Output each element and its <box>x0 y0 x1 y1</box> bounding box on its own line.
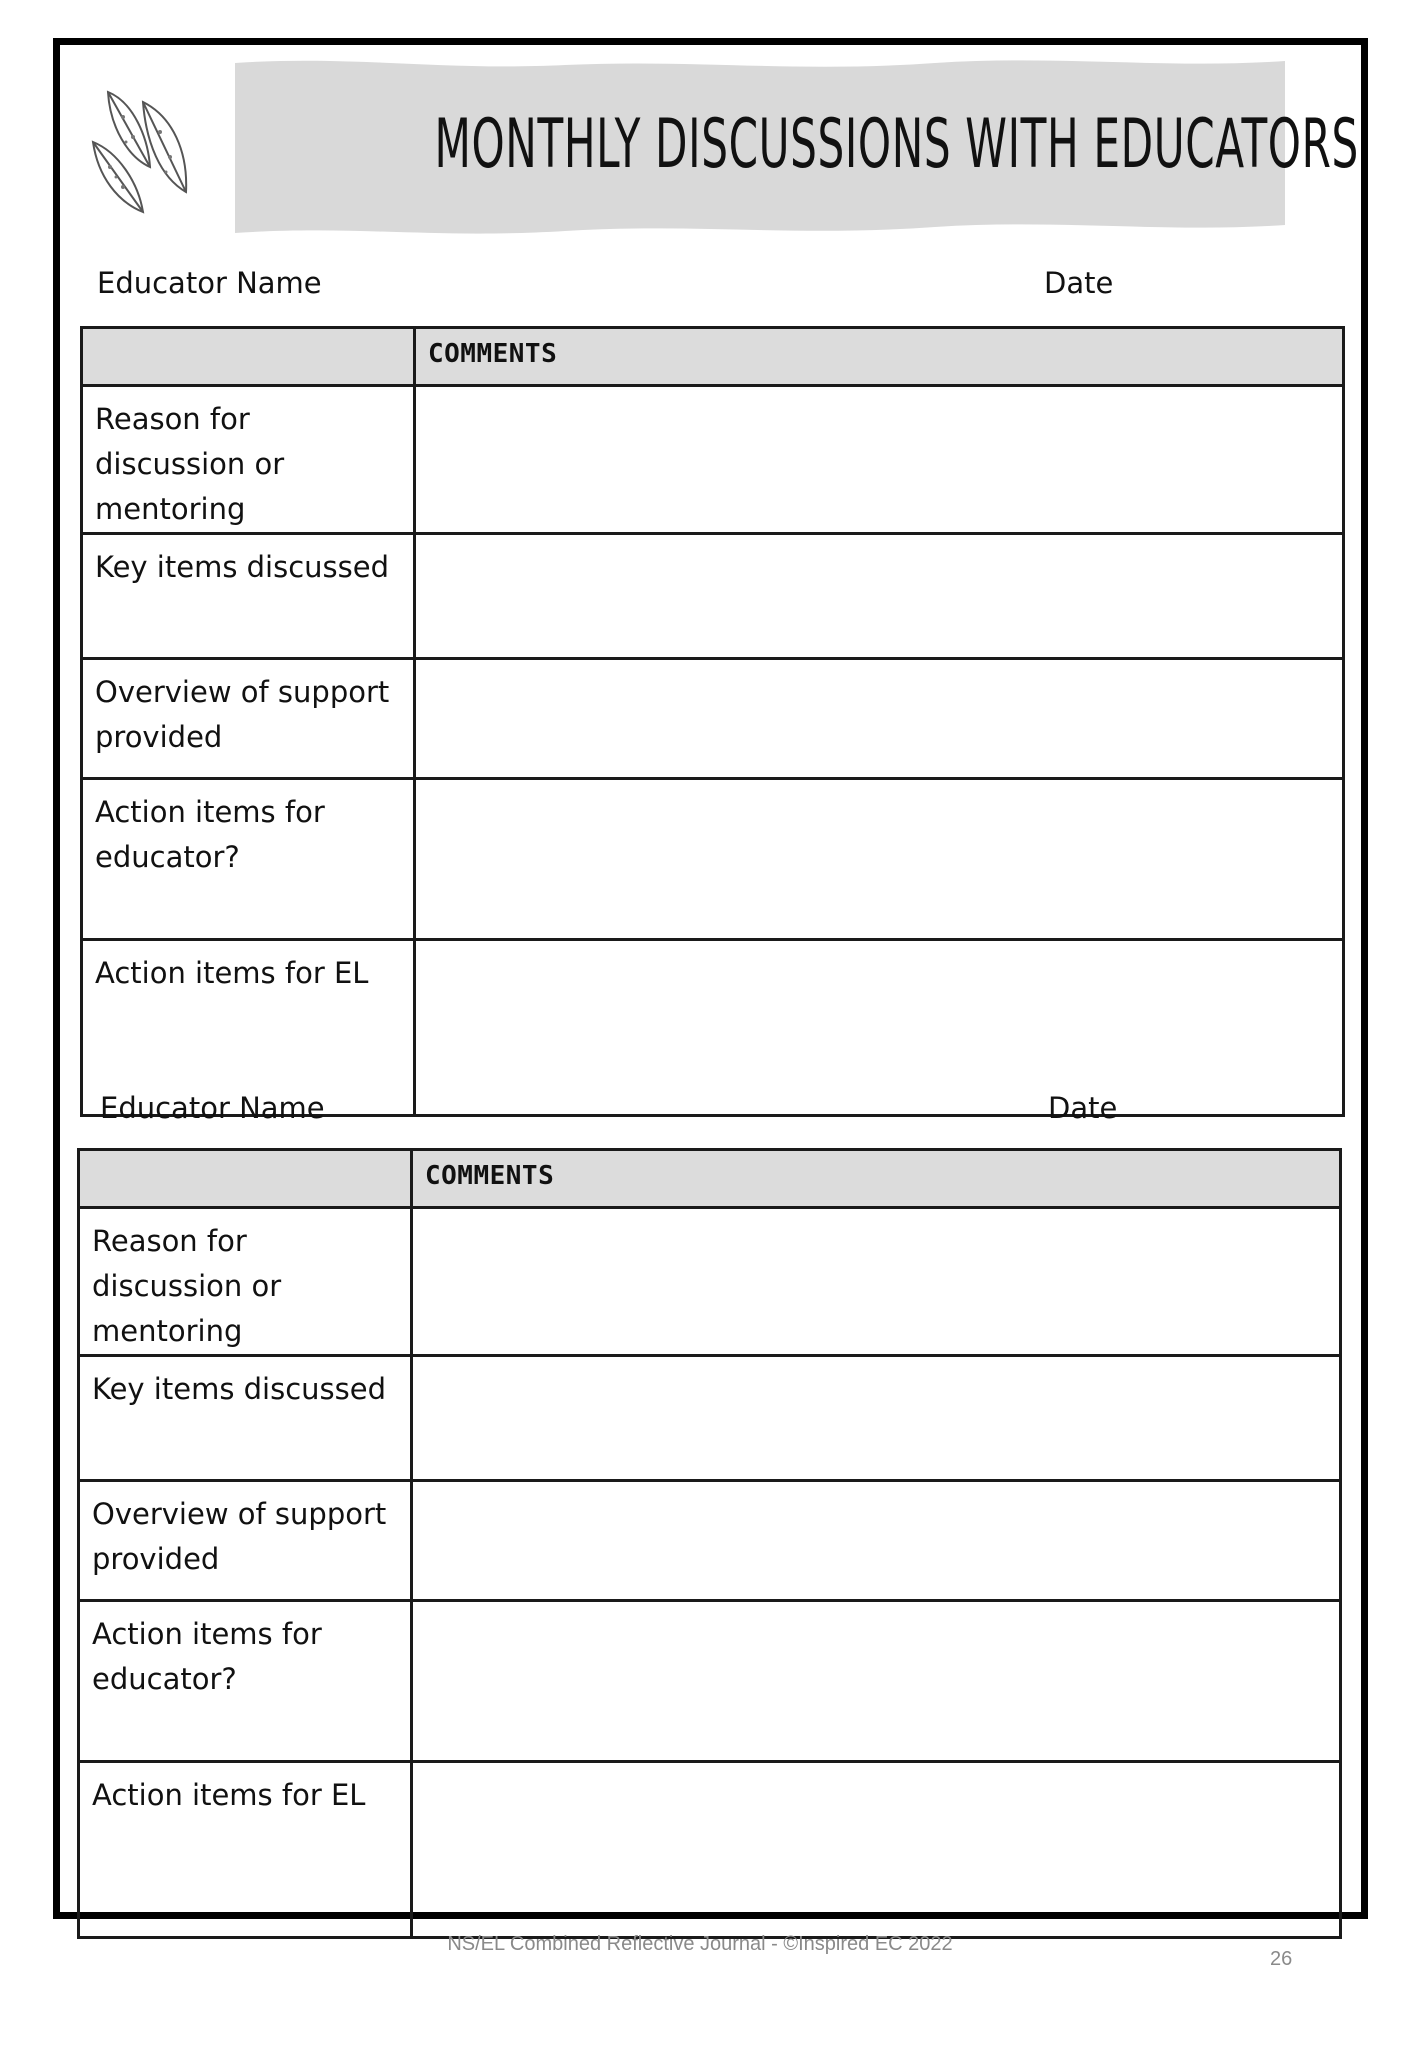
table-row <box>82 386 1344 534</box>
row-label: Key items discussed <box>79 1356 412 1481</box>
table-row <box>82 534 1344 659</box>
row-label: Overview of support provided <box>79 1481 412 1601</box>
row-label: Overview of support provided <box>82 659 415 779</box>
row-label: Reason for discussion or mentoring <box>79 1208 412 1356</box>
table-row <box>79 1601 1341 1762</box>
comment-cell[interactable] <box>412 1356 1341 1481</box>
educator-name-label: Educator Name <box>97 266 322 300</box>
comment-cell[interactable] <box>415 940 1344 1116</box>
table-row <box>79 1481 1341 1601</box>
table-row <box>82 940 1344 1116</box>
footer-text: NS/EL Combined Reflective Journal - ©Inspired EC 2022 <box>447 1933 953 1955</box>
header-empty-cell <box>82 328 415 386</box>
discussion-table-1 <box>80 326 1345 1117</box>
table-row <box>82 659 1344 779</box>
row-label: Action items for educator? <box>82 779 415 940</box>
table-row <box>79 1356 1341 1481</box>
page-number: 26 <box>1270 1948 1293 1970</box>
comments-header: COMMENTS <box>412 1150 1341 1208</box>
table-row <box>79 1208 1341 1356</box>
row-label: Key items discussed <box>82 534 415 659</box>
row-label: Reason for discussion or mentoring <box>82 386 415 534</box>
date-label: Date <box>1044 266 1114 300</box>
comment-cell[interactable] <box>412 1762 1341 1938</box>
page-title: MONTHLY DISCUSSIONS WITH EDUCATORS <box>434 105 1359 184</box>
comment-cell[interactable] <box>415 386 1344 534</box>
table-header-row <box>79 1150 1341 1208</box>
leaves-icon <box>88 82 218 217</box>
row-label: Action items for educator? <box>79 1601 412 1762</box>
comment-cell[interactable] <box>412 1481 1341 1601</box>
comment-cell[interactable] <box>415 534 1344 659</box>
title-banner <box>235 55 1359 240</box>
comment-cell[interactable] <box>415 659 1344 779</box>
comment-cell[interactable] <box>412 1601 1341 1762</box>
table-row <box>79 1762 1341 1938</box>
date-label: Date <box>1048 1091 1118 1125</box>
comment-cell[interactable] <box>412 1208 1341 1356</box>
table-header-row <box>82 328 1344 386</box>
educator-name-label: Educator Name <box>100 1091 325 1125</box>
row-label: Action items for EL <box>79 1762 412 1938</box>
header-empty-cell <box>79 1150 412 1208</box>
discussion-table-2 <box>77 1148 1342 1939</box>
row-label: Action items for EL <box>82 940 415 1116</box>
comments-header: COMMENTS <box>415 328 1344 386</box>
comment-cell[interactable] <box>415 779 1344 940</box>
table-row <box>82 779 1344 940</box>
